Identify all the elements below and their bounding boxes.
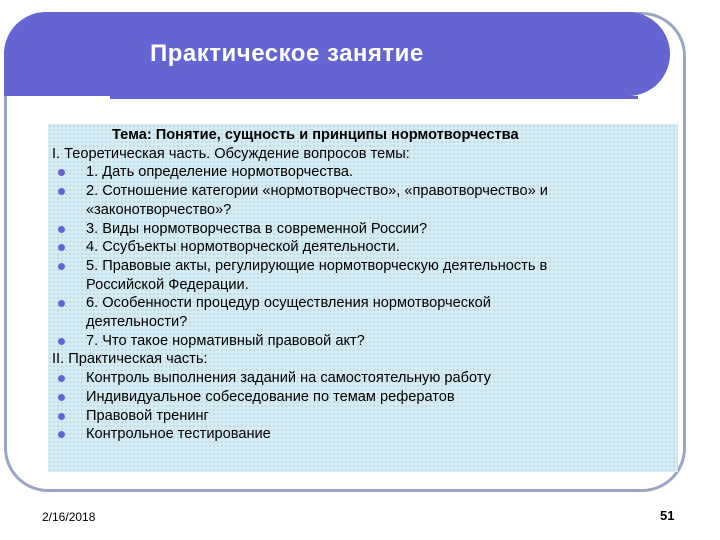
bullet-icon [58, 188, 65, 195]
list-item-line: «законотворчество»? [86, 201, 232, 218]
bullet-icon [58, 431, 65, 438]
banner-underline [110, 96, 638, 99]
list-item [52, 388, 652, 407]
list-item-line: 2. Сотношение категории «нормотворчество», «правотворчество» и [86, 183, 548, 200]
list-item [52, 332, 652, 351]
list-item-line: Индивидуальное собеседование по темам рефератов [86, 388, 455, 405]
list-item [52, 182, 652, 219]
slide-title: Практическое занятие [150, 40, 424, 67]
list-item-line: 7. Что такое нормативный правовой акт? [86, 332, 365, 349]
bullet-icon [58, 338, 65, 345]
bullet-icon [58, 394, 65, 401]
list-item [52, 163, 652, 182]
bullet-icon [58, 300, 65, 307]
topic-heading: Тема: Понятие, сущность и принципы нормотворчества [112, 127, 519, 143]
bullet-icon [58, 169, 65, 176]
slide-date: 2/16/2018 [42, 510, 96, 524]
list-item [52, 238, 652, 257]
list-item [52, 407, 652, 426]
list-item [52, 257, 652, 294]
list-item [52, 425, 652, 444]
list-item [52, 369, 652, 388]
bullet-icon [58, 413, 65, 420]
bullet-icon [58, 226, 65, 233]
page-number: 51 [660, 508, 675, 523]
list-item [52, 294, 652, 331]
list-item-line: 5. Правовые акты, регулирующие нормотворческую деятельность в [86, 257, 548, 274]
list-item-line: деятельности? [86, 314, 188, 331]
part2-heading: II. Практическая часть: [52, 351, 208, 368]
list-item-line: Правовой тренинг [86, 407, 209, 424]
bullet-icon [58, 244, 65, 251]
part2-list [52, 369, 652, 444]
bullet-icon [58, 375, 65, 382]
part1-heading: I. Теоретическая часть. Обсуждение вопросов темы: [52, 145, 410, 162]
list-item-line: Российской Федерации. [86, 276, 249, 293]
list-item-line: 1. Дать определение нормотворчества. [86, 164, 354, 181]
part1-list [52, 163, 652, 350]
list-item [52, 220, 652, 239]
list-item-line: Контрольное тестирование [86, 426, 271, 443]
list-item-line: 3. Виды нормотворчества в современной России? [86, 220, 428, 237]
slide-body [52, 126, 652, 444]
list-item-line: 4. Ссубъекты нормотворческой деятельности. [86, 239, 400, 256]
bullet-icon [58, 263, 65, 270]
list-item-line: 6. Особенности процедур осуществления нормотворческой [86, 295, 491, 312]
list-item-line: Контроль выполнения заданий на самостоятельную работу [86, 370, 491, 387]
